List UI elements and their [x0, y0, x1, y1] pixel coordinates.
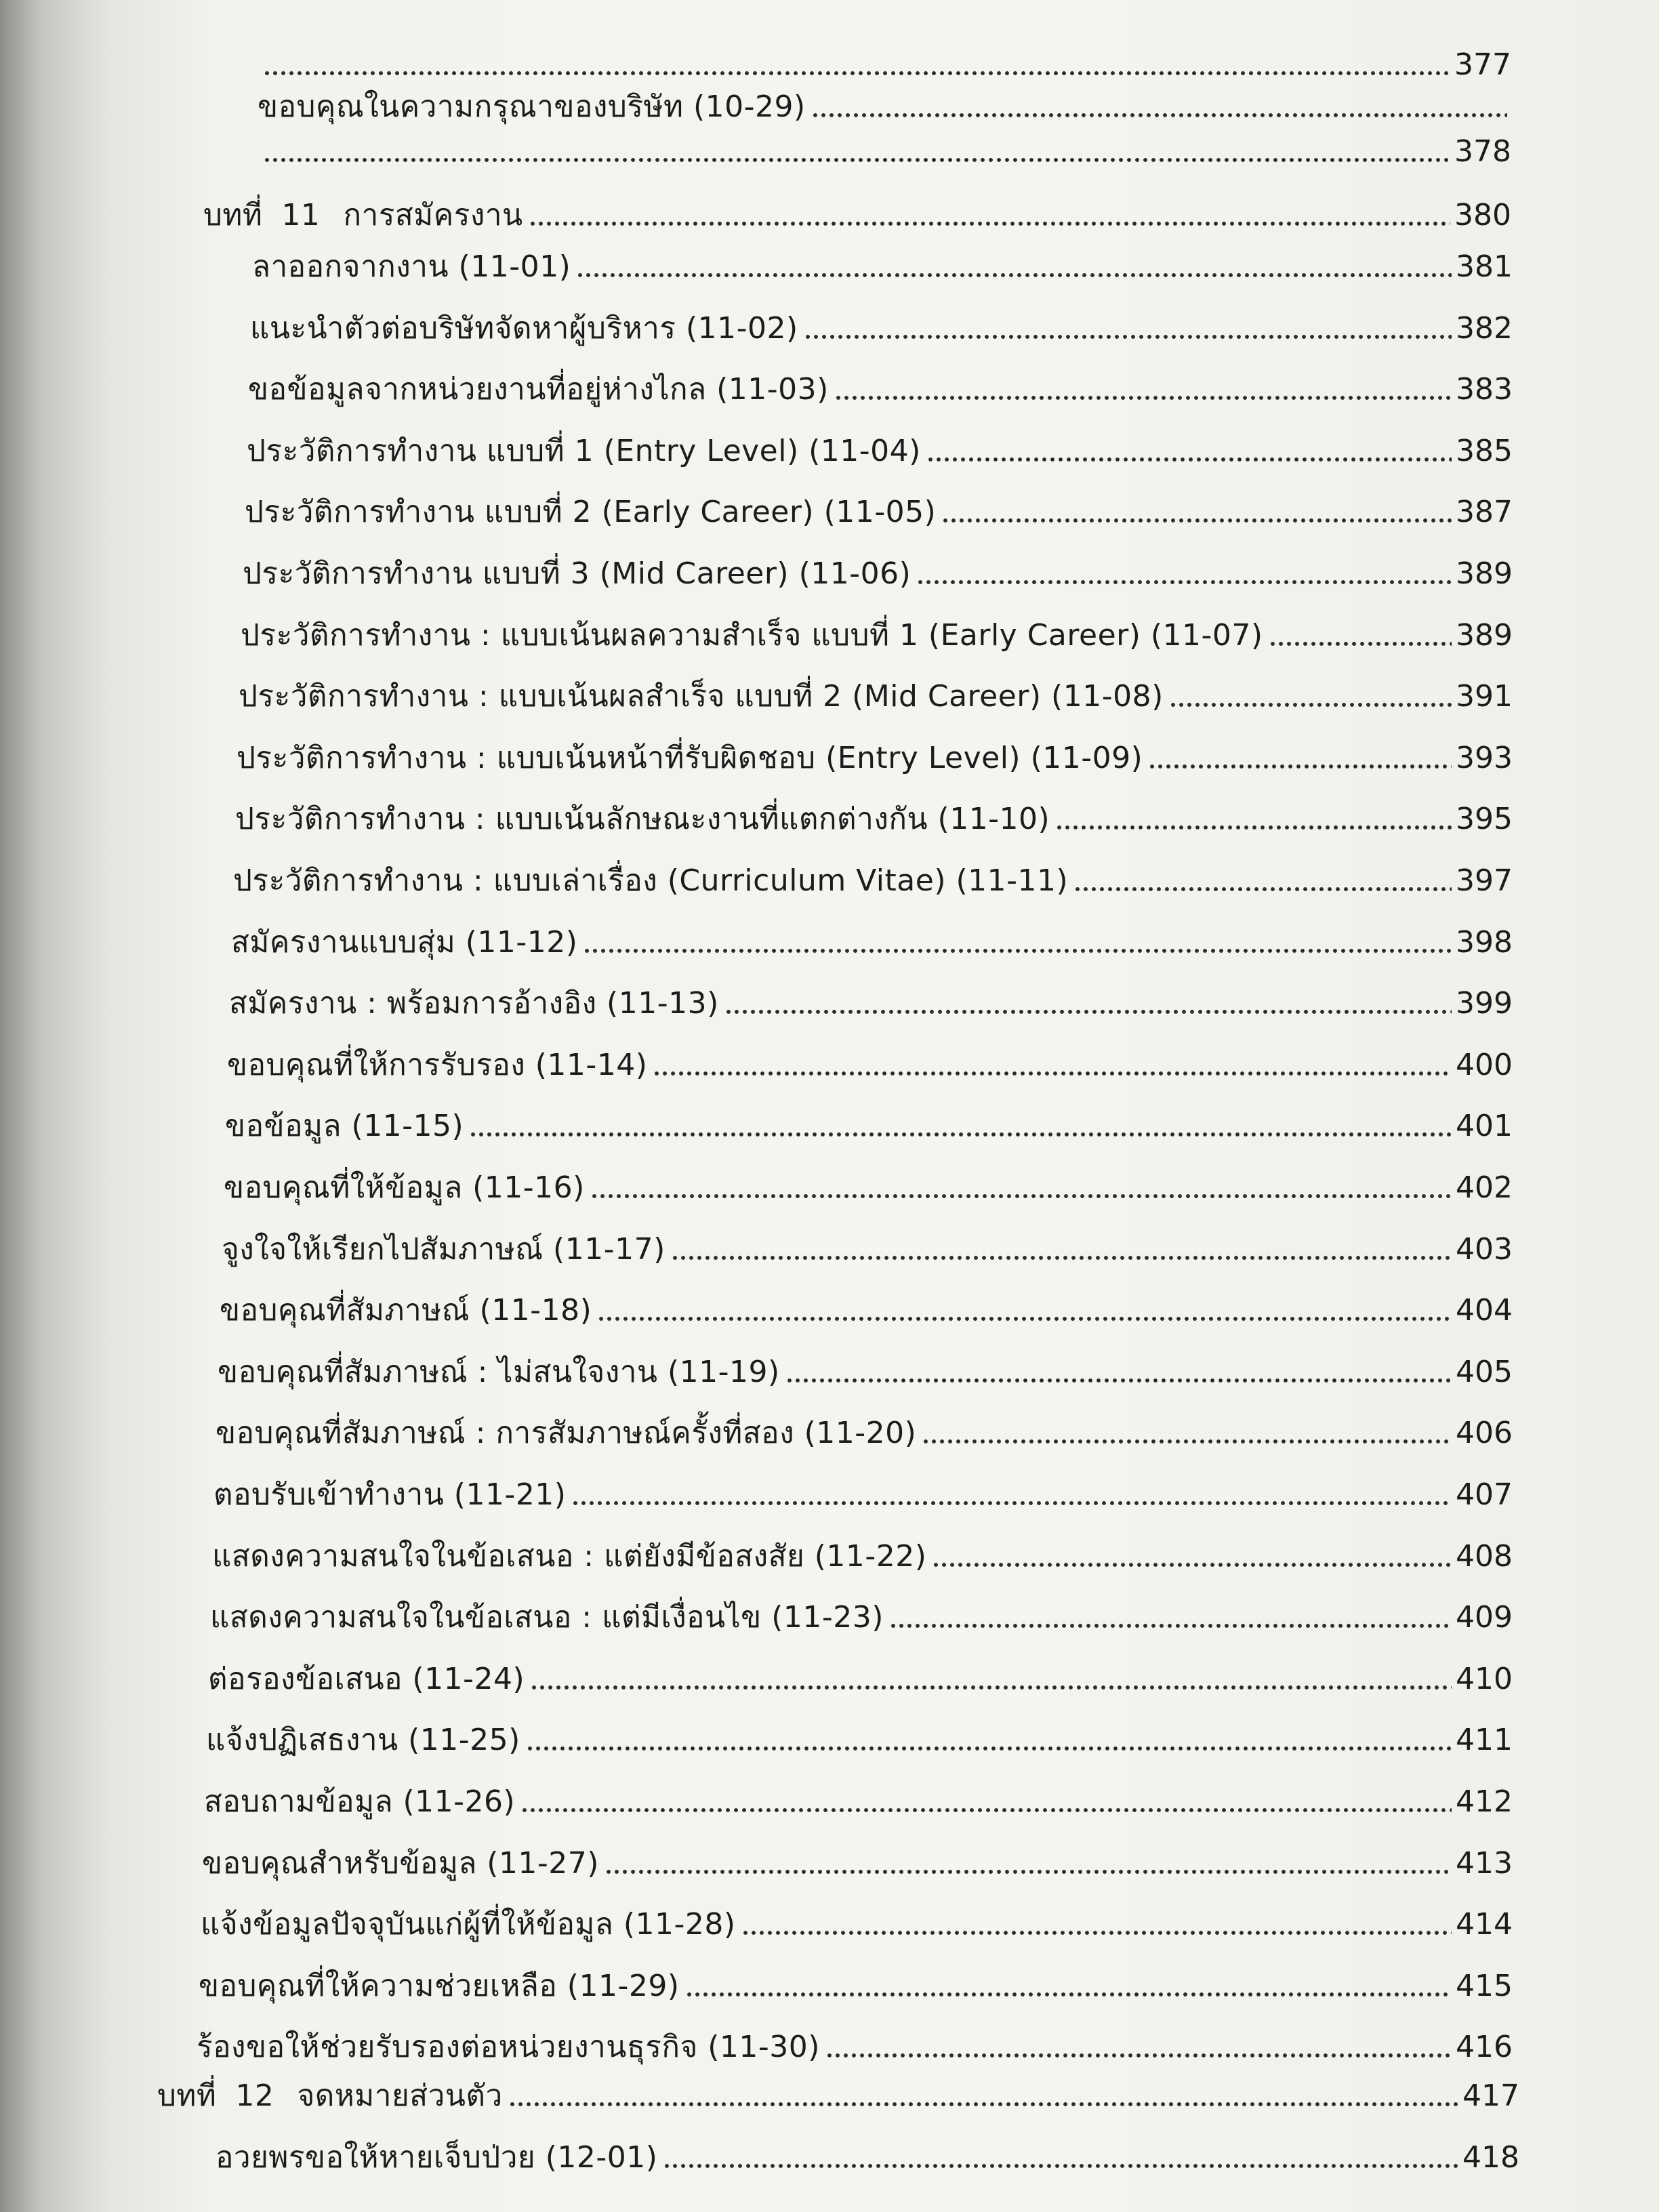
toc-entry — [243, 555, 1513, 593]
toc-entry — [204, 1783, 1513, 1821]
toc-entry — [216, 2139, 1519, 2177]
entry-title: ตอบรับเข้าทำงาน (11-21) — [213, 1477, 567, 1512]
toc-entry — [258, 133, 1511, 171]
entry-title: ขอบคุณที่ให้ข้อมูล (11-16) — [224, 1170, 585, 1205]
dot-leader — [263, 156, 1450, 164]
entry-title: ขอบคุณที่สัมภาษณ์ (11-18) — [220, 1293, 592, 1328]
page-number: 403 — [1456, 1232, 1513, 1267]
dot-leader — [663, 2162, 1458, 2170]
dot-leader — [834, 394, 1452, 402]
page-number: 405 — [1456, 1355, 1513, 1389]
toc-entry — [220, 1292, 1513, 1330]
dot-leader — [724, 1008, 1452, 1016]
page-number: 383 — [1456, 372, 1513, 407]
page-number: 389 — [1456, 618, 1513, 653]
entry-title: ประวัติการทำงาน : แบบเล่าเรื่อง (Curriculum Vitae) (11-11) — [233, 863, 1069, 898]
chapter-label: บทที่ — [157, 2078, 217, 2113]
toc-entry — [250, 310, 1513, 348]
page-number: 381 — [1456, 249, 1513, 284]
toc-entry — [248, 371, 1513, 409]
entry-title: ลาออกจากงาน (11-01) — [252, 249, 571, 284]
entry-title: ขอบคุณที่สัมภาษณ์ : ไม่สนใจงาน (11-19) — [218, 1355, 780, 1389]
page-number: 400 — [1456, 1048, 1513, 1082]
page-number: 411 — [1456, 1723, 1513, 1757]
entry-title: อวยพรขอให้หายเจ็บป่วย (12-01) — [216, 2140, 658, 2175]
toc-entry — [258, 46, 1511, 84]
toc-entry — [197, 2028, 1513, 2066]
entry-title: ประวัติการทำงาน แบบที่ 3 (Mid Career) (11-06) — [243, 556, 912, 591]
page-number: 399 — [1456, 986, 1513, 1021]
toc-entry — [247, 432, 1513, 470]
page-number: 408 — [1456, 1539, 1513, 1574]
entry-title: แสดงความสนใจในข้อเสนอ : แต่ยังมีข้อสงสัย (11-22) — [212, 1539, 927, 1574]
page-number: 417 — [1462, 2078, 1519, 2113]
toc-entry — [235, 800, 1513, 838]
toc-entry — [233, 862, 1513, 900]
page-number: 409 — [1456, 1600, 1513, 1635]
page-number: 385 — [1456, 434, 1513, 468]
dot-leader — [590, 1192, 1452, 1200]
toc-entry — [202, 1845, 1513, 1883]
dot-leader — [653, 1069, 1452, 1078]
dot-leader — [685, 1990, 1452, 1999]
entry-title: ขอบคุณที่ให้การรับรอง (11-14) — [227, 1048, 648, 1082]
page-number: 389 — [1456, 556, 1513, 591]
page-number: 378 — [1454, 134, 1511, 169]
dot-leader — [932, 1561, 1452, 1569]
dot-leader — [597, 1315, 1452, 1323]
dot-leader — [1055, 823, 1452, 832]
entry-title: แจ้งปฏิเสธงาน (11-25) — [206, 1723, 520, 1757]
page-number: 413 — [1456, 1846, 1513, 1881]
dot-leader — [576, 271, 1452, 279]
page-number: 391 — [1456, 679, 1513, 714]
dot-leader — [671, 1254, 1452, 1262]
entry-title: ประวัติการทำงาน แบบที่ 1 (Entry Level) (11-04) — [247, 434, 921, 468]
dot-leader — [469, 1130, 1452, 1139]
toc-entry — [227, 1046, 1513, 1084]
toc-entry — [218, 1353, 1513, 1391]
page-number: 404 — [1456, 1293, 1513, 1328]
dot-leader — [1169, 701, 1452, 709]
entry-title: ร้องขอให้ช่วยรับรองต่อหน่วยงานธุรกิจ (11-30) — [197, 2030, 820, 2064]
page-number: 415 — [1456, 1969, 1513, 2003]
toc-entry — [229, 985, 1513, 1023]
entry-title: ประวัติการทำงาน แบบที่ 2 (Early Career) (11-05) — [245, 495, 937, 529]
page-number: 382 — [1456, 311, 1513, 346]
page-number: 401 — [1456, 1109, 1513, 1143]
dot-leader — [926, 455, 1452, 464]
toc-entry — [222, 1231, 1513, 1269]
dot-leader — [520, 1806, 1452, 1814]
page-number: 416 — [1456, 2030, 1513, 2064]
toc-entry — [199, 1967, 1513, 2005]
chapter-title: จดหมายส่วนตัว — [297, 2078, 503, 2113]
page-number: 387 — [1456, 495, 1513, 529]
dot-leader — [1269, 640, 1452, 648]
toc-entry — [231, 924, 1513, 962]
entry-title: แสดงความสนใจในข้อเสนอ : แต่มีเงื่อนไข (11-23) — [210, 1600, 884, 1635]
entry-title: ขอบคุณสำหรับข้อมูล (11-27) — [202, 1846, 599, 1881]
entry-title: ประวัติการทำงาน : แบบเน้นหน้าที่รับผิดชอบ (Entry Level) (11-09) — [237, 741, 1143, 775]
toc-entry — [210, 1599, 1513, 1637]
entry-title: สอบถามข้อมูล (11-26) — [204, 1784, 516, 1819]
toc-entry — [216, 1414, 1513, 1452]
toc-entry — [201, 1906, 1513, 1944]
dot-leader — [529, 220, 1450, 228]
entry-title: ประวัติการทำงาน : แบบเน้นลักษณะงานที่แตกต่างกัน (11-10) — [235, 802, 1050, 836]
chapter-heading — [157, 2077, 1519, 2115]
entry-title: ต่อรองข้อเสนอ (11-24) — [208, 1662, 525, 1696]
entry-title: ประวัติการทำงาน : แบบเน้นผลความสำเร็จ แบบที่ 1 (Early Career) (11-07) — [241, 618, 1263, 653]
toc-entry — [224, 1169, 1513, 1207]
dot-leader — [922, 1437, 1452, 1446]
dot-leader — [526, 1744, 1452, 1753]
dot-leader — [571, 1499, 1452, 1507]
dot-leader — [889, 1622, 1452, 1630]
page-number: 397 — [1456, 863, 1513, 898]
entry-title: ขอข้อมูล (11-15) — [225, 1109, 464, 1143]
chapter-number: 11 — [281, 198, 321, 232]
toc-entry — [245, 493, 1513, 531]
entry-title: สมัครงานแบบสุ่ม (11-12) — [231, 925, 578, 960]
page-number: 402 — [1456, 1170, 1513, 1205]
toc-entry — [225, 1107, 1513, 1145]
dot-leader — [530, 1683, 1452, 1692]
chapter-title: การสมัครงาน — [343, 198, 523, 232]
page-number: 377 — [1454, 47, 1511, 82]
dot-leader — [941, 516, 1452, 525]
page-number: 414 — [1456, 1907, 1513, 1942]
dot-leader — [804, 333, 1452, 341]
entry-title: จูงใจให้เรียกไปสัมภาษณ์ (11-17) — [222, 1232, 665, 1267]
entry-title: แจ้งข้อมูลปัจจุบันแก่ผู้ที่ให้ข้อมูล (11-28) — [201, 1907, 736, 1942]
toc-entry — [258, 88, 1511, 126]
page-number: 380 — [1454, 198, 1511, 232]
dot-leader — [508, 2100, 1458, 2108]
page-number: 407 — [1456, 1477, 1513, 1512]
page-number: 395 — [1456, 802, 1513, 836]
toc-entry — [208, 1660, 1513, 1698]
chapter-number: 12 — [235, 2078, 274, 2113]
page-number: 410 — [1456, 1662, 1513, 1696]
dot-leader — [811, 111, 1507, 119]
dot-leader — [1148, 762, 1452, 771]
toc-entry — [237, 739, 1513, 777]
page-number: 418 — [1462, 2140, 1519, 2175]
page-number: 412 — [1456, 1784, 1513, 1819]
dot-leader — [263, 69, 1450, 77]
page-number: 393 — [1456, 741, 1513, 775]
entry-title: ขอบคุณที่สัมภาษณ์ : การสัมภาษณ์ครั้งที่สอง (11-20) — [216, 1416, 917, 1450]
entry-title: ประวัติการทำงาน : แบบเน้นผลสำเร็จ แบบที่ 2 (Mid Career) (11-08) — [239, 679, 1164, 714]
dot-leader — [605, 1868, 1452, 1876]
toc-entry — [206, 1721, 1513, 1759]
toc-entry — [241, 617, 1513, 655]
page-number: 406 — [1456, 1416, 1513, 1450]
toc-entry — [252, 248, 1513, 286]
entry-title: ขอข้อมูลจากหน่วยงานที่อยู่ห่างไกล (11-03) — [248, 372, 829, 407]
entry-title: ขอบคุณในความกรุณาของบริษัท (10-29) — [258, 89, 806, 124]
entry-title: ขอบคุณที่ให้ความช่วยเหลือ (11-29) — [199, 1969, 680, 2003]
dot-leader — [916, 578, 1452, 586]
toc-entry — [213, 1476, 1513, 1514]
dot-leader — [583, 947, 1452, 955]
entry-title: แนะนำตัวต่อบริษัทจัดหาผู้บริหาร (11-02) — [250, 311, 798, 346]
toc-entry — [239, 678, 1513, 716]
page-number: 398 — [1456, 925, 1513, 960]
dot-leader — [825, 2051, 1452, 2060]
chapter-heading — [203, 197, 1511, 234]
dot-leader — [741, 1929, 1452, 1937]
entry-title: สมัครงาน : พร้อมการอ้างอิง (11-13) — [229, 986, 719, 1021]
chapter-label: บทที่ — [203, 198, 263, 232]
dot-leader — [785, 1376, 1452, 1385]
dot-leader — [1073, 885, 1452, 893]
toc-entry — [212, 1538, 1513, 1576]
